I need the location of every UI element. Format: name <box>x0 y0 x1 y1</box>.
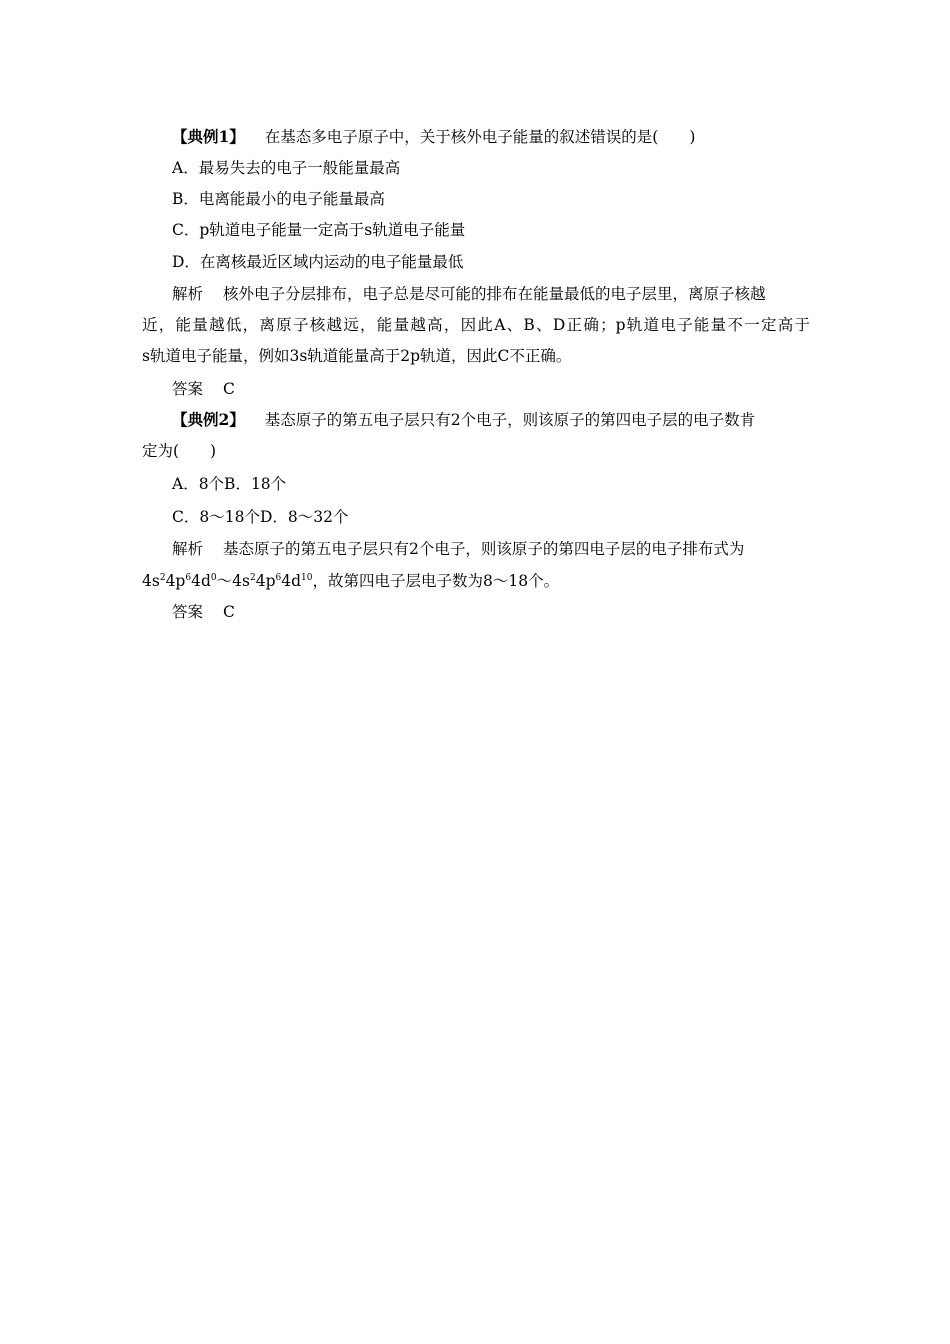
formula-part: 4d <box>191 572 211 590</box>
example2-answer-value: C <box>223 603 235 621</box>
example2-analysis-text1: 基态原子的第五电子层只有2个电子，则该原子的第四电子层的电子排布式为 <box>223 540 745 558</box>
example1-analysis-label: 解析 <box>172 285 204 303</box>
example2-tag: 【典例2】 <box>172 410 245 429</box>
example1-option-c: C．p轨道电子能量一定高于s轨道电子能量 <box>172 221 466 239</box>
example1-analysis-line2: 近，能量越低，离原子核越远，能量越高，因此A、B、D正确；p轨道电子能量不一定高于 <box>142 316 810 334</box>
formula-separator: ～ <box>216 572 233 590</box>
example1-option-a: A．最易失去的电子一般能量最高 <box>172 159 401 177</box>
example1-question <box>172 126 695 148</box>
formula-part: 4p <box>165 572 186 590</box>
formula-part: 4d <box>281 572 302 590</box>
example1-question-text: 在基态多电子原子中，关于核外电子能量的叙述错误的是( ) <box>264 128 696 146</box>
formula-sup: 2 <box>249 573 256 583</box>
example1-tag: 【典例1】 <box>172 127 245 146</box>
formula-sup: 10 <box>301 573 313 583</box>
example1-answer-value: C <box>223 380 235 398</box>
example1-option-d: D．在离核最近区域内运动的电子能量最低 <box>172 253 464 271</box>
formula-sup: 0 <box>210 573 217 583</box>
example2-analysis-line2 <box>142 570 810 592</box>
example2-options-line1: A．8个B．18个 <box>172 475 287 493</box>
example1-option-b: B．电离能最小的电子能量最高 <box>172 190 385 208</box>
example2-question-text: 基态原子的第五电子层只有2个电子，则该原子的第四电子层的电子数肯 <box>264 411 756 429</box>
example1-answer-label: 答案 <box>172 380 204 398</box>
formula-sup: 6 <box>185 573 192 583</box>
example1-analysis-line1 <box>172 283 766 305</box>
electron-config-formula <box>142 572 312 590</box>
formula-sup: 2 <box>159 573 166 583</box>
example1-analysis-text1: 核外电子分层排布，电子总是尽可能的排布在能量最低的电子层里，离原子核越 <box>223 285 766 303</box>
example2-question-line1 <box>172 409 810 431</box>
example2-analysis-line1 <box>172 538 744 560</box>
example2-answer-label: 答案 <box>172 603 204 621</box>
formula-sup: 6 <box>275 573 282 583</box>
example2-analysis-label: 解析 <box>172 540 204 558</box>
example2-question-line2: 定为( ) <box>142 442 217 460</box>
example2-options-line2: C．8～18个D．8～32个 <box>172 508 349 526</box>
formula-part: 4s <box>232 572 250 590</box>
example1-analysis-line3: s轨道电子能量，例如3s轨道能量高于2p轨道，因此C不正确。 <box>142 347 572 365</box>
formula-part: 4s <box>142 572 160 590</box>
example2-analysis-text2: ，故第四电子层电子数为8～18个。 <box>312 572 560 590</box>
example1-answer <box>172 378 235 400</box>
example2-answer <box>172 601 235 623</box>
formula-part: 4p <box>255 572 276 590</box>
